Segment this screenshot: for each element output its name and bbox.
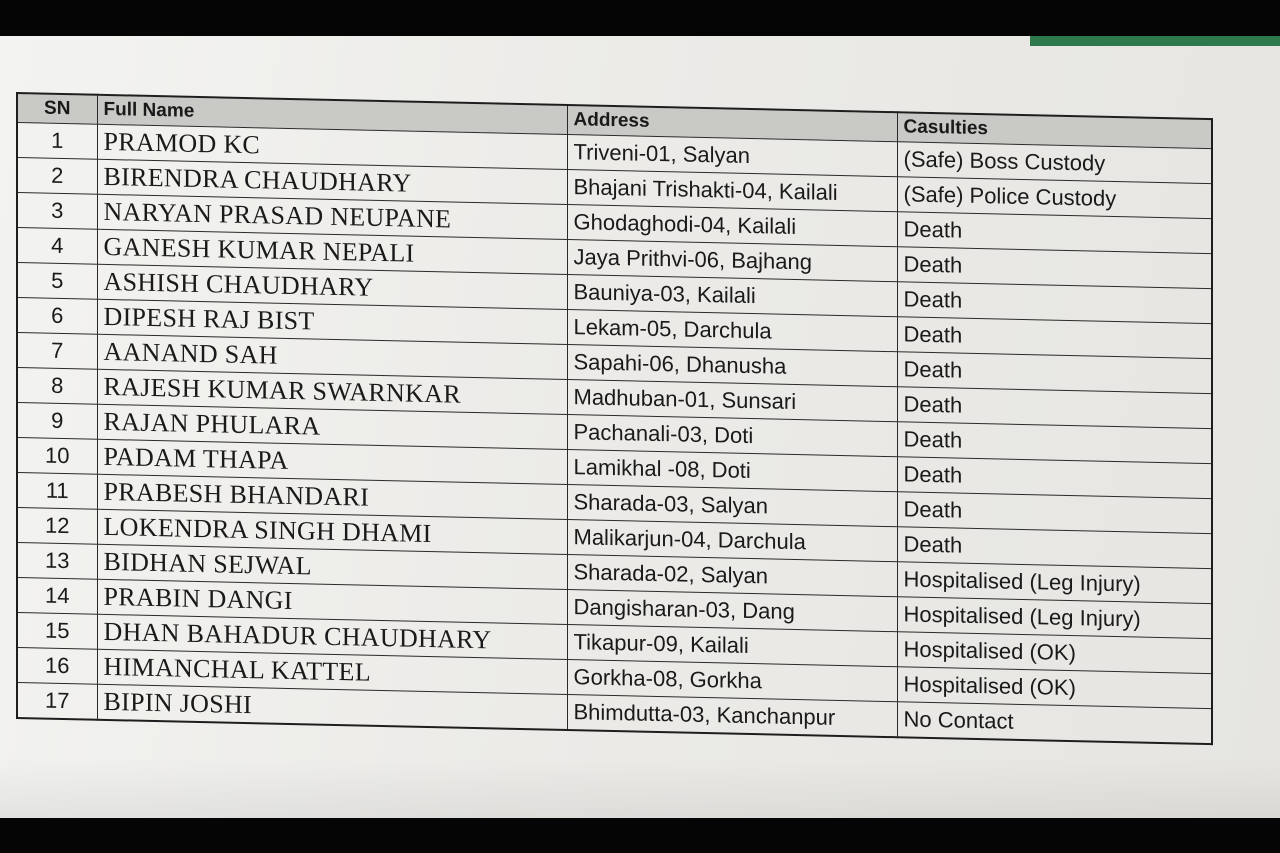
row-address: Bauniya-03, Kailali: [567, 275, 897, 317]
row-address: Sapahi-06, Dhanusha: [567, 345, 897, 387]
row-casualties: (Safe) Boss Custody: [897, 142, 1212, 184]
row-full-name: LOKENDRA SINGH DHAMI: [97, 509, 567, 554]
casualty-table-container: [16, 92, 1211, 745]
row-casualties: Death: [897, 212, 1212, 254]
row-full-name: PRABESH BHANDARI: [97, 474, 567, 519]
row-casualties: Death: [897, 422, 1212, 464]
row-full-name: HIMANCHAL KATTEL: [97, 649, 567, 694]
row-address: Pachanali-03, Doti: [567, 415, 897, 457]
row-casualties: Death: [897, 387, 1212, 429]
row-sn: 16: [17, 648, 97, 685]
row-sn: 7: [17, 333, 97, 370]
row-casualties: Death: [897, 352, 1212, 394]
row-address: Triveni-01, Salyan: [567, 135, 897, 177]
row-address: Madhuban-01, Sunsari: [567, 380, 897, 422]
row-address: Jaya Prithvi-06, Bajhang: [567, 240, 897, 282]
row-casualties: Death: [897, 527, 1212, 569]
row-sn: 12: [17, 508, 97, 545]
row-full-name: RAJESH KUMAR SWARNKAR: [97, 369, 567, 414]
row-full-name: PRAMOD KC: [97, 124, 567, 169]
green-paper-edge: [1030, 36, 1280, 46]
bottom-letterbox-bar: [0, 818, 1280, 853]
row-full-name: BIRENDRA CHAUDHARY: [97, 159, 567, 204]
row-address: Bhajani Trishakti-04, Kailali: [567, 170, 897, 212]
paper-shadow: [0, 758, 1280, 818]
row-casualties: Death: [897, 457, 1212, 499]
row-sn: 14: [17, 578, 97, 615]
row-sn: 10: [17, 438, 97, 475]
header-address: Address: [567, 105, 897, 142]
row-address: Tikapur-09, Kailali: [567, 625, 897, 667]
row-address: Malikarjun-04, Darchula: [567, 520, 897, 562]
header-full-name: Full Name: [97, 95, 567, 135]
row-sn: 11: [17, 473, 97, 510]
row-full-name: BIPIN JOSHI: [97, 684, 567, 730]
row-address: Bhimdutta-03, Kanchanpur: [567, 695, 897, 738]
top-letterbox-bar: [0, 0, 1280, 36]
row-full-name: AANAND SAH: [97, 334, 567, 379]
row-casualties: Death: [897, 492, 1212, 534]
row-address: Ghodaghodi-04, Kailali: [567, 205, 897, 247]
row-full-name: PRABIN DANGI: [97, 579, 567, 624]
row-full-name: PADAM THAPA: [97, 439, 567, 484]
row-casualties: Death: [897, 247, 1212, 289]
row-casualties: Hospitalised (OK): [897, 667, 1212, 709]
row-full-name: ASHISH CHAUDHARY: [97, 264, 567, 309]
row-full-name: GANESH KUMAR NEPALI: [97, 229, 567, 274]
row-casualties: (Safe) Police Custody: [897, 177, 1212, 219]
row-sn: 6: [17, 298, 97, 335]
row-address: Lekam-05, Darchula: [567, 310, 897, 352]
row-sn: 3: [17, 193, 97, 230]
row-address: Dangisharan-03, Dang: [567, 590, 897, 632]
row-full-name: BIDHAN SEJWAL: [97, 544, 567, 589]
paper-sheet: [0, 36, 1280, 818]
row-sn: 5: [17, 263, 97, 300]
casualty-table: [16, 92, 1213, 745]
row-casualties: Hospitalised (Leg Injury): [897, 562, 1212, 604]
row-sn: 2: [17, 158, 97, 195]
row-casualties: Hospitalised (Leg Injury): [897, 597, 1212, 639]
row-full-name: DHAN BAHADUR CHAUDHARY: [97, 614, 567, 659]
row-address: Lamikhal -08, Doti: [567, 450, 897, 492]
row-sn: 4: [17, 228, 97, 265]
row-sn: 15: [17, 613, 97, 650]
row-full-name: RAJAN PHULARA: [97, 404, 567, 449]
row-sn: 17: [17, 683, 97, 720]
row-casualties: Death: [897, 317, 1212, 359]
row-address: Gorkha-08, Gorkha: [567, 660, 897, 702]
header-sn: SN: [17, 93, 97, 124]
row-casualties: Death: [897, 282, 1212, 324]
row-sn: 13: [17, 543, 97, 580]
row-sn: 8: [17, 368, 97, 405]
row-full-name: NARYAN PRASAD NEUPANE: [97, 194, 567, 239]
row-address: Sharada-02, Salyan: [567, 555, 897, 597]
row-casualties: No Contact: [897, 702, 1212, 744]
row-address: Sharada-03, Salyan: [567, 485, 897, 527]
row-sn: 1: [17, 123, 97, 160]
row-sn: 9: [17, 403, 97, 440]
row-casualties: Hospitalised (OK): [897, 632, 1212, 674]
row-full-name: DIPESH RAJ BIST: [97, 299, 567, 344]
header-casualties: Casulties: [897, 112, 1212, 148]
